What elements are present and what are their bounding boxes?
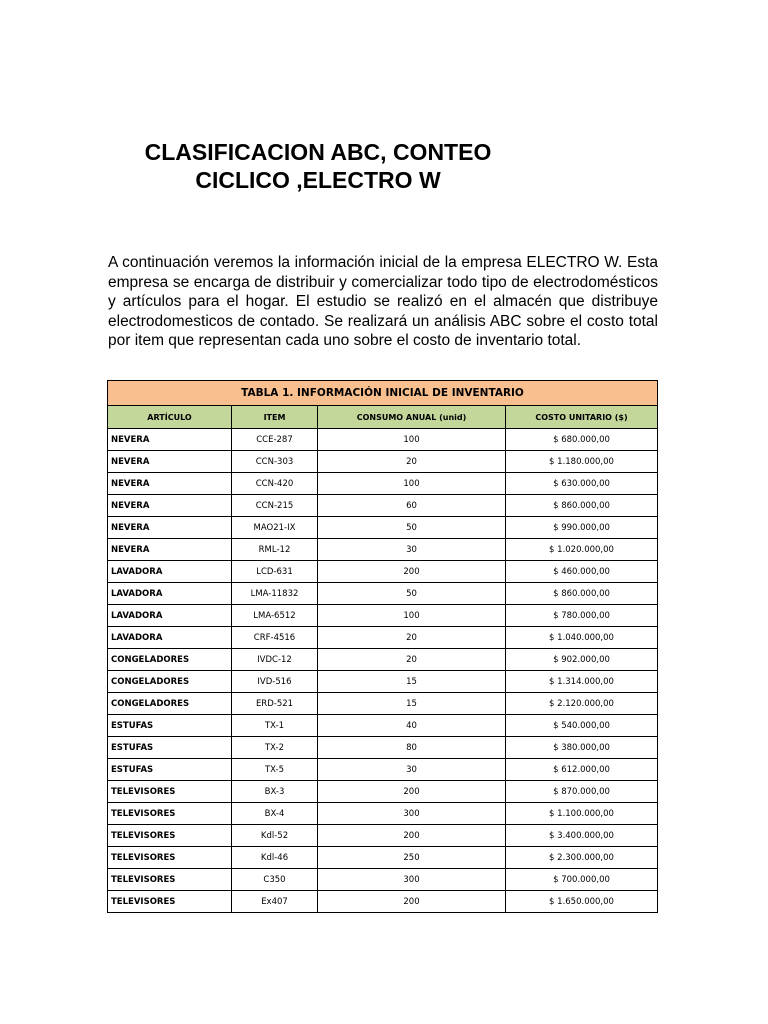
cell-consumo: 200 [318,561,506,583]
table-row [108,517,658,539]
cell-item: IVDC-12 [232,649,318,671]
cell-articulo: CONGELADORES [108,671,232,693]
cell-articulo: NEVERA [108,473,232,495]
cell-costo: $ 3.400.000,00 [506,825,658,847]
cell-costo: $ 990.000,00 [506,517,658,539]
cell-item: Kdl-52 [232,825,318,847]
table-row [108,473,658,495]
cell-costo: $ 870.000,00 [506,781,658,803]
table-row [108,539,658,561]
inventory-table [107,380,658,913]
cell-item: RML-12 [232,539,318,561]
cell-articulo: NEVERA [108,451,232,473]
cell-costo: $ 2.300.000,00 [506,847,658,869]
cell-articulo: ESTUFAS [108,759,232,781]
table-row [108,649,658,671]
header-consumo-anual: CONSUMO ANUAL (unid) [318,406,506,429]
cell-consumo: 30 [318,759,506,781]
cell-item: LCD-631 [232,561,318,583]
cell-consumo: 15 [318,693,506,715]
cell-item: MAO21-IX [232,517,318,539]
cell-item: BX-3 [232,781,318,803]
cell-consumo: 20 [318,627,506,649]
cell-item: LMA-6512 [232,605,318,627]
table-row [108,869,658,891]
cell-costo: $ 1.650.000,00 [506,891,658,913]
cell-articulo: TELEVISORES [108,869,232,891]
cell-costo: $ 780.000,00 [506,605,658,627]
table-row [108,781,658,803]
table-caption: TABLA 1. INFORMACIÓN INICIAL DE INVENTARIO [108,381,658,406]
cell-consumo: 100 [318,473,506,495]
table-row [108,605,658,627]
cell-consumo: 100 [318,429,506,451]
cell-articulo: LAVADORA [108,627,232,649]
cell-consumo: 50 [318,583,506,605]
cell-articulo: NEVERA [108,517,232,539]
cell-consumo: 300 [318,803,506,825]
table-row [108,847,658,869]
table-row [108,495,658,517]
cell-costo: $ 612.000,00 [506,759,658,781]
title-line-2: CICLICO ,ELECTRO W [195,167,441,193]
cell-costo: $ 630.000,00 [506,473,658,495]
cell-item: CCN-215 [232,495,318,517]
table-body [108,429,658,913]
cell-costo: $ 680.000,00 [506,429,658,451]
cell-articulo: LAVADORA [108,583,232,605]
cell-consumo: 50 [318,517,506,539]
cell-costo: $ 1.040.000,00 [506,627,658,649]
cell-item: CCN-303 [232,451,318,473]
cell-item: CCE-287 [232,429,318,451]
cell-articulo: NEVERA [108,495,232,517]
intro-paragraph: A continuación veremos la información inicial de la empresa ELECTRO W. Esta empresa se encarga de distribuir y comercializar todo tipo de electrodomésticos y artículos para el hogar. El estudio se realizó en el almacén que distribuye electrodomesticos de contado. Se realizará un análisis ABC sobre el costo total por item que representan cada uno sobre el costo de inventario total. [108,254,658,349]
cell-costo: $ 860.000,00 [506,495,658,517]
cell-consumo: 60 [318,495,506,517]
cell-costo: $ 902.000,00 [506,649,658,671]
cell-item: ERD-521 [232,693,318,715]
cell-articulo: TELEVISORES [108,781,232,803]
cell-item: C350 [232,869,318,891]
cell-item: TX-1 [232,715,318,737]
cell-item: IVD-516 [232,671,318,693]
cell-item: CCN-420 [232,473,318,495]
cell-consumo: 20 [318,649,506,671]
cell-articulo: NEVERA [108,539,232,561]
cell-costo: $ 380.000,00 [506,737,658,759]
cell-articulo: CONGELADORES [108,693,232,715]
table-row [108,583,658,605]
table-header-row [108,406,658,429]
table-row [108,891,658,913]
cell-articulo: LAVADORA [108,605,232,627]
table-row [108,825,658,847]
table-row [108,451,658,473]
cell-item: TX-5 [232,759,318,781]
table-row [108,429,658,451]
cell-articulo: NEVERA [108,429,232,451]
cell-articulo: TELEVISORES [108,803,232,825]
cell-articulo: ESTUFAS [108,715,232,737]
cell-consumo: 15 [318,671,506,693]
cell-costo: $ 540.000,00 [506,715,658,737]
table-row [108,759,658,781]
cell-articulo: ESTUFAS [108,737,232,759]
table-row [108,671,658,693]
cell-articulo: TELEVISORES [108,847,232,869]
cell-consumo: 200 [318,891,506,913]
cell-consumo: 200 [318,781,506,803]
cell-item: TX-2 [232,737,318,759]
cell-costo: $ 1.180.000,00 [506,451,658,473]
cell-consumo: 80 [318,737,506,759]
cell-consumo: 100 [318,605,506,627]
cell-consumo: 200 [318,825,506,847]
cell-articulo: LAVADORA [108,561,232,583]
cell-articulo: TELEVISORES [108,891,232,913]
table-row [108,715,658,737]
table-row [108,803,658,825]
cell-costo: $ 700.000,00 [506,869,658,891]
title-line-1: CLASIFICACION ABC, CONTEO [144,139,492,165]
header-costo-unitario: COSTO UNITARIO ($) [506,406,658,429]
cell-item: BX-4 [232,803,318,825]
cell-item: LMA-11832 [232,583,318,605]
table-row [108,627,658,649]
cell-item: CRF-4516 [232,627,318,649]
cell-consumo: 40 [318,715,506,737]
table-row [108,561,658,583]
cell-consumo: 300 [318,869,506,891]
cell-item: Kdl-46 [232,847,318,869]
cell-costo: $ 1.314.000,00 [506,671,658,693]
cell-consumo: 250 [318,847,506,869]
cell-costo: $ 1.100.000,00 [506,803,658,825]
cell-consumo: 20 [318,451,506,473]
cell-costo: $ 460.000,00 [506,561,658,583]
cell-costo: $ 1.020.000,00 [506,539,658,561]
cell-costo: $ 860.000,00 [506,583,658,605]
header-articulo: ARTÍCULO [108,406,232,429]
cell-item: Ex407 [232,891,318,913]
cell-costo: $ 2.120.000,00 [506,693,658,715]
document-title [108,138,528,194]
header-item: ITEM [232,406,318,429]
cell-consumo: 30 [318,539,506,561]
table-row [108,737,658,759]
table-row [108,693,658,715]
cell-articulo: CONGELADORES [108,649,232,671]
cell-articulo: TELEVISORES [108,825,232,847]
